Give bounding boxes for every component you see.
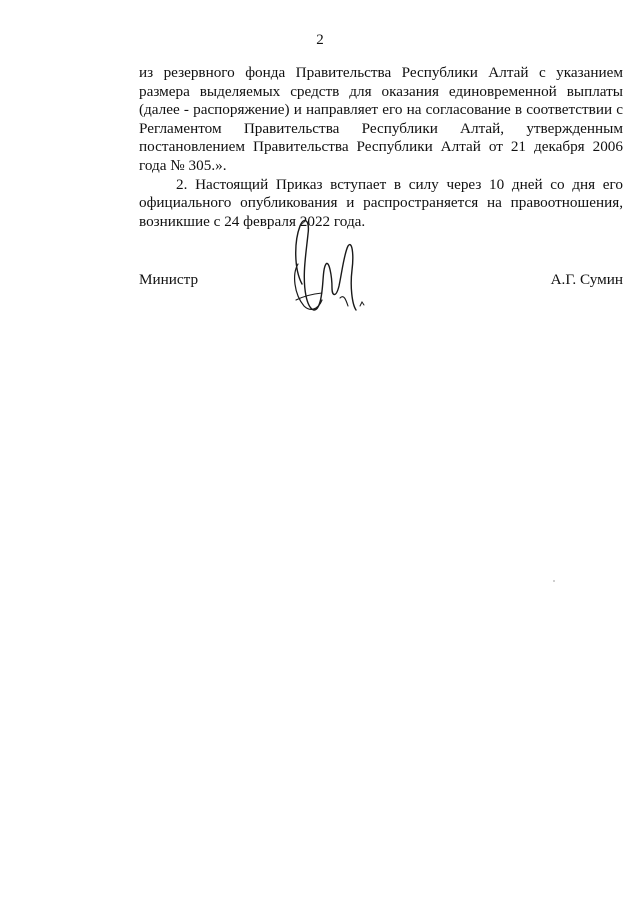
paragraph-continuation: из резервного фонда Правительства Республики Алтай с указанием размера выделяемых средств для оказания единовременной выплаты (далее - распоряжение) и направляет его на согласование в соответствии с Регламентом Правительства Республики Алтай, утвержденным постановлением Правительства Республики Алтай от 21 декабря 2006 года № 305.».: [139, 64, 623, 174]
signature-block: [139, 270, 623, 292]
signer-title: Министр: [139, 271, 199, 288]
handwritten-signature: [282, 214, 372, 324]
document-body: [139, 64, 623, 231]
paragraph-effective-date: 2. Настоящий Приказ вступает в силу через 10 дней со дня его официального опубликования и распространяется на правоотношения, возникшие с 24 февраля 2022 года.: [139, 175, 623, 230]
signer-name: А.Г. Сумин: [550, 271, 623, 288]
page-number: 2: [316, 32, 324, 48]
scan-speck: [553, 580, 555, 582]
